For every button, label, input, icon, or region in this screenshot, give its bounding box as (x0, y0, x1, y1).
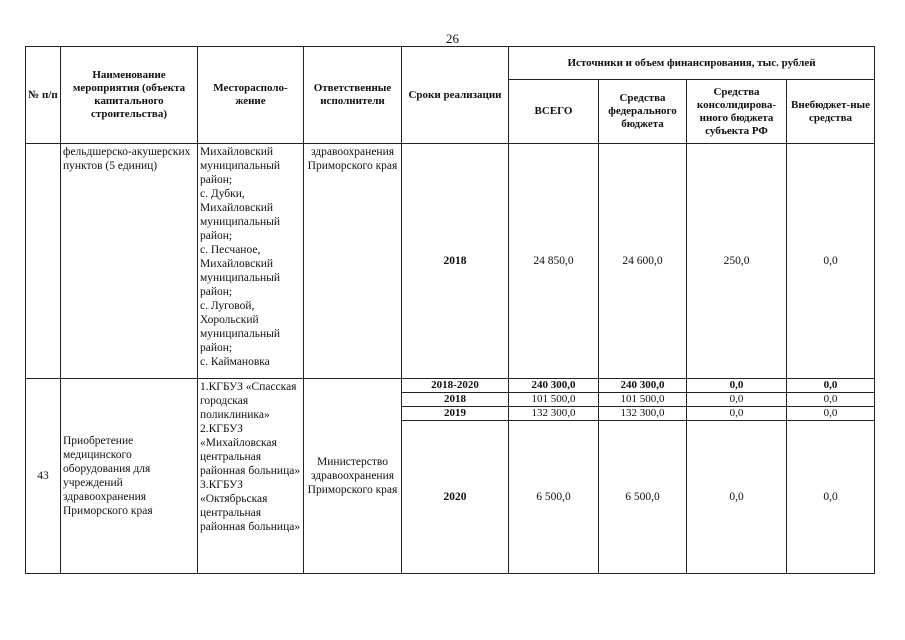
num-cell-empty (26, 144, 61, 379)
year-cell: 2018 (402, 393, 509, 407)
location-item: с. Луговой, Хорольский муниципальный район; (200, 300, 281, 354)
page-number: 26 (446, 31, 459, 46)
federal-cell: 240 300,0 (599, 379, 687, 393)
location-item: 2.КГБУЗ «Михайловская центральная районная больница» (200, 423, 301, 477)
financing-table (25, 46, 875, 574)
table-row-continued (26, 144, 875, 379)
extra-cell: 0,0 (787, 407, 875, 421)
total-cell: 240 300,0 (509, 379, 599, 393)
location-item: Михайловский муниципальный район; (200, 146, 281, 186)
federal-cell: 132 300,0 (599, 407, 687, 421)
header-location: Месторасполо-жение (198, 47, 304, 144)
federal-cell: 101 500,0 (599, 393, 687, 407)
location-cell (198, 144, 304, 379)
name-cell: фельдшерско-акушерских пунктов (5 единиц) (61, 144, 198, 379)
location-item: 1.КГБУЗ «Спасская городская поликлиника» (200, 381, 297, 421)
extra-cell: 0,0 (787, 421, 875, 574)
header-name: Наименование мероприятия (объекта капитального строительства) (61, 47, 198, 144)
total-cell: 24 850,0 (509, 144, 599, 379)
executors-cell: здравоохранения Приморского края (304, 144, 402, 379)
header-terms: Сроки реализации (402, 47, 509, 144)
federal-cell: 6 500,0 (599, 421, 687, 574)
year-cell: 2018-2020 (402, 379, 509, 393)
year-cell: 2019 (402, 407, 509, 421)
extra-cell: 0,0 (787, 393, 875, 407)
regional-cell: 250,0 (687, 144, 787, 379)
location-cell (198, 379, 304, 574)
header-federal: Средства федерального бюджета (599, 80, 687, 144)
year-cell: 2020 (402, 421, 509, 574)
header-regional: Средства консолидирова-нного бюджета субъекта РФ (687, 80, 787, 144)
total-cell: 6 500,0 (509, 421, 599, 574)
year-cell: 2018 (402, 144, 509, 379)
header-num: № п/п (26, 47, 61, 144)
total-cell: 101 500,0 (509, 393, 599, 407)
location-item: с. Каймановка (200, 356, 270, 368)
regional-cell: 0,0 (687, 393, 787, 407)
header-extra: Внебюджет-ные средства (787, 80, 875, 144)
regional-cell: 0,0 (687, 379, 787, 393)
num-cell: 43 (26, 379, 61, 574)
table-row-43 (26, 379, 875, 393)
federal-cell: 24 600,0 (599, 144, 687, 379)
header-total: ВСЕГО (509, 80, 599, 144)
regional-cell: 0,0 (687, 407, 787, 421)
extra-cell: 0,0 (787, 144, 875, 379)
total-cell: 132 300,0 (509, 407, 599, 421)
executors-cell: Министерство здравоохранения Приморского края (304, 379, 402, 574)
location-item: 3.КГБУЗ «Октябрьская центральная районная больница» (200, 479, 301, 533)
name-cell: Приобретение медицинского оборудования для учреждений здравоохранения Приморского края (61, 379, 198, 574)
header-sources: Источники и объем финансирования, тыс. рублей (509, 47, 875, 80)
extra-cell: 0,0 (787, 379, 875, 393)
regional-cell: 0,0 (687, 421, 787, 574)
location-item: с. Песчаное, Михайловский муниципальный район; (200, 244, 281, 298)
location-item: с. Дубки, Михайловский муниципальный район; (200, 188, 281, 242)
header-row-1 (26, 47, 875, 80)
header-executors: Ответственные исполнители (304, 47, 402, 144)
